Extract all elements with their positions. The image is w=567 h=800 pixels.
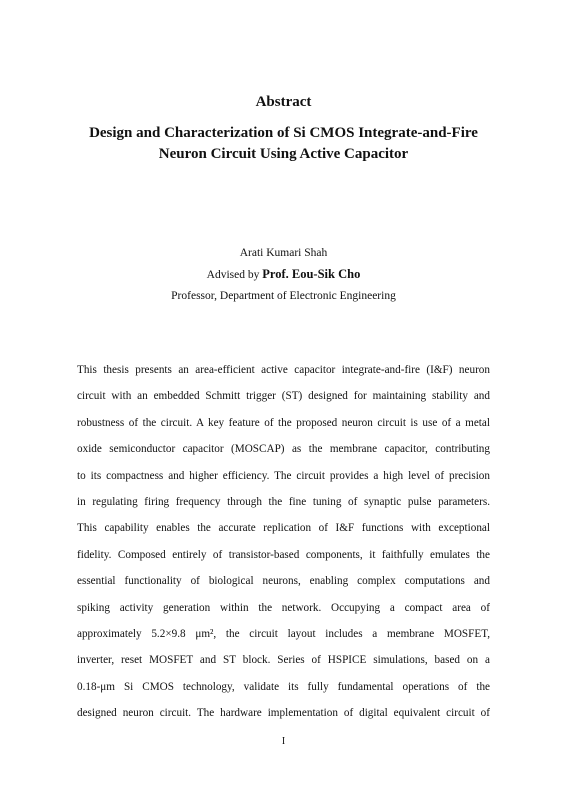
- thesis-title-line-1: Design and Characterization of Si CMOS Integrate-and-Fire: [89, 125, 478, 141]
- advisor-affiliation: Professor, Department of Electronic Engineering: [171, 290, 396, 302]
- abstract-line: in regulating firing frequency through the fine tuning of synaptic pulse parameters.: [77, 496, 490, 509]
- abstract-line: This thesis presents an area-efficient active capacitor integrate-and-fire (I&F) neuron: [77, 364, 490, 376]
- abstract-line: 0.18-μm Si CMOS technology, validate its fully fundamental operations of the: [77, 680, 490, 693]
- abstract-line: spiking activity generation within the network. Occupying a compact area of: [77, 601, 490, 614]
- abstract-heading: Abstract: [255, 94, 312, 110]
- advisor-line: [0, 264, 567, 286]
- abstract-line: robustness of the circuit. A key feature of the proposed neuron circuit is use of a metal: [77, 416, 490, 429]
- abstract-line: This capability enables the accurate replication of I&F functions with exceptional: [77, 522, 490, 535]
- thesis-title: [40, 123, 527, 165]
- abstract-line: inverter, reset MOSFET and ST block. Series of HSPICE simulations, based on a: [77, 654, 490, 667]
- page-number: I: [281, 736, 286, 747]
- abstract-line: circuit with an embedded Schmitt trigger (ST) designed for maintaining stability and: [77, 390, 490, 403]
- advised-by-label: Advised by: [206, 269, 263, 281]
- abstract-line: to its compactness and higher efficiency. The circuit provides a high level of precision: [77, 469, 490, 482]
- abstract-line: oxide semiconductor capacitor (MOSCAP) as the membrane capacitor, contributing: [77, 443, 490, 456]
- thesis-title-line-2: Neuron Circuit Using Active Capacitor: [158, 146, 409, 162]
- author-block: [0, 243, 567, 307]
- abstract-body: [77, 357, 490, 727]
- abstract-line: designed neuron circuit. The hardware implementation of digital equivalent circuit of: [77, 707, 490, 720]
- advisor-name: Prof. Eou-Sik Cho: [262, 267, 361, 281]
- abstract-line: fidelity. Composed entirely of transistor-based components, it faithfully emulates the: [77, 548, 490, 561]
- abstract-line: essential functionality of biological neurons, enabling complex computations and: [77, 575, 490, 588]
- abstract-line: approximately 5.2×9.8 μm², the circuit layout includes a membrane MOSFET,: [77, 628, 490, 641]
- author-name: Arati Kumari Shah: [239, 247, 328, 259]
